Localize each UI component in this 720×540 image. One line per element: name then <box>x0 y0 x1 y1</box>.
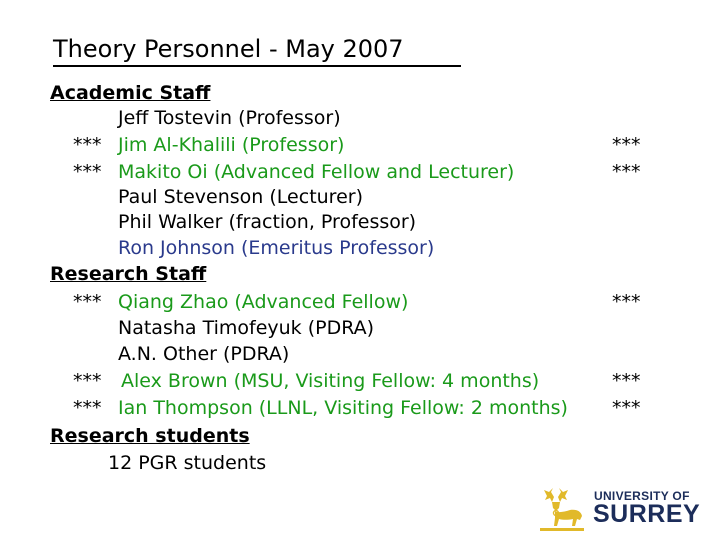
university-logo <box>538 486 701 534</box>
section-heading-academic: Academic Staff <box>50 82 211 104</box>
marker-left-alkhalili: *** <box>73 134 102 156</box>
marker-left-brown: *** <box>73 370 102 392</box>
staff-item-tostevin: Jeff Tostevin (Professor) <box>118 107 341 129</box>
section-heading-students: Research students <box>50 425 250 447</box>
stag-icon <box>538 486 590 534</box>
staff-item-zhao: Qiang Zhao (Advanced Fellow) <box>118 291 409 313</box>
staff-item-brown: Alex Brown (MSU, Visiting Fellow: 4 months) <box>121 370 540 392</box>
students-count: 12 PGR students <box>108 452 267 474</box>
staff-item-alkhalili: Jim Al-Khalili (Professor) <box>118 134 345 156</box>
marker-left-thompson: *** <box>73 397 102 419</box>
staff-item-oi: Makito Oi (Advanced Fellow and Lecturer) <box>118 161 515 183</box>
staff-item-johnson: Ron Johnson (Emeritus Professor) <box>118 237 435 259</box>
marker-left-zhao: *** <box>73 291 102 313</box>
marker-right-thompson: *** <box>612 397 641 419</box>
logo-text-university-of: UNIVERSITY OF <box>594 489 690 503</box>
marker-right-oi: *** <box>612 161 641 183</box>
slide-title: Theory Personnel - May 2007 <box>53 35 404 63</box>
staff-item-other: A.N. Other (PDRA) <box>118 343 290 365</box>
title-underline <box>53 65 461 67</box>
marker-left-oi: *** <box>73 161 102 183</box>
logo-text-surrey: SURREY <box>593 500 701 528</box>
marker-right-brown: *** <box>612 370 641 392</box>
section-heading-research-staff: Research Staff <box>50 263 207 285</box>
marker-right-alkhalili: *** <box>612 134 641 156</box>
staff-item-walker: Phil Walker (fraction, Professor) <box>118 211 417 233</box>
marker-right-zhao: *** <box>612 291 641 313</box>
staff-item-stevenson: Paul Stevenson (Lecturer) <box>118 186 363 208</box>
staff-item-timofeyuk: Natasha Timofeyuk (PDRA) <box>118 317 375 339</box>
staff-item-thompson: Ian Thompson (LLNL, Visiting Fellow: 2 months) <box>118 397 568 419</box>
